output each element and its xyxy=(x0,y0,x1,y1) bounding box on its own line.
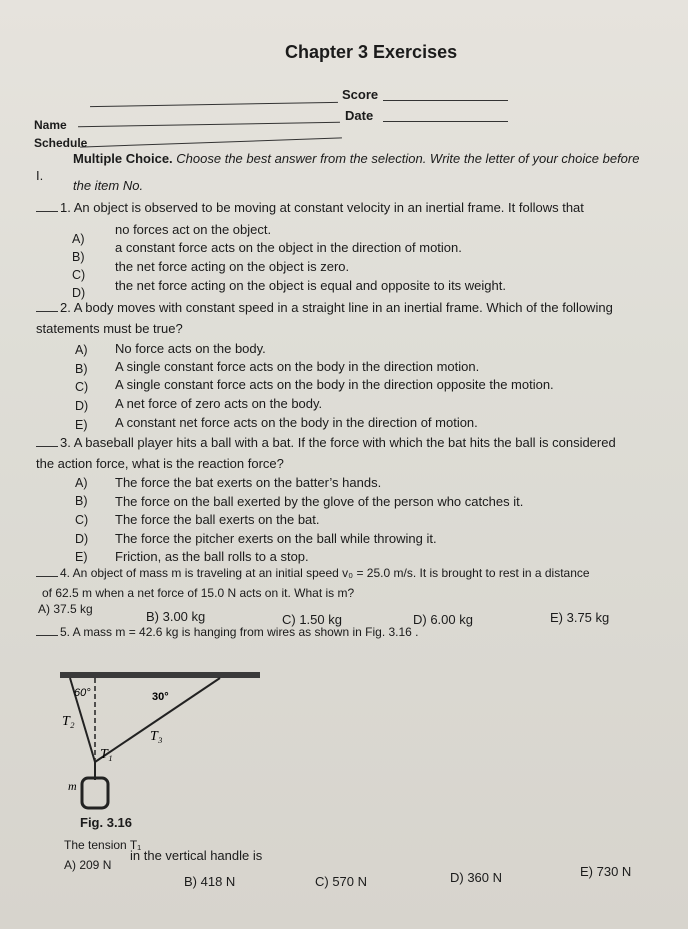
q5-option-a: A) 209 N xyxy=(64,858,112,872)
option-a: A) 37.5 kg xyxy=(38,602,93,616)
ceiling-beam xyxy=(60,672,260,678)
q5-option-b: B) 418 N xyxy=(184,874,236,889)
t2-label: T₂ xyxy=(62,714,75,729)
answer-blank-2[interactable] xyxy=(36,311,58,312)
option-text: No force acts on the body. xyxy=(115,341,266,356)
option-letter: D) xyxy=(75,399,89,413)
figure-3-16 xyxy=(40,650,270,840)
option-text: A constant net force acts on the body in the direction of motion. xyxy=(115,415,478,430)
schedule-field[interactable] xyxy=(80,137,342,147)
mass-block xyxy=(82,778,108,808)
option-letter: C) xyxy=(72,268,86,282)
answer-blank-1[interactable] xyxy=(36,211,58,212)
option-e: E) 3.75 kg xyxy=(550,610,610,625)
question-4-cont: of 62.5 m when a net force of 15.0 N acts on it. What is m? xyxy=(42,586,355,600)
option-letter: E) xyxy=(75,418,88,432)
instruction-line-1 xyxy=(73,151,639,166)
option-text: A single constant force acts on the body in the direction opposite the motion. xyxy=(115,377,554,392)
option-letter: E) xyxy=(75,550,88,564)
date-field[interactable] xyxy=(383,121,508,122)
option-text: The force on the ball exerted by the glove of the person who catches it. xyxy=(115,494,524,509)
option-letter: C) xyxy=(75,380,89,394)
question-4: 4. An object of mass m is traveling at an initial speed v₀ = 25.0 m/s. It is brought to rest in a distance xyxy=(36,565,590,580)
question-2-cont: statements must be true? xyxy=(36,321,183,336)
answer-blank-3[interactable] xyxy=(36,446,58,447)
q5-option-c: C) 570 N xyxy=(315,874,368,889)
question-3: 3. A baseball player hits a ball with a bat. If the force with which the bat hits the ball is considered xyxy=(36,435,616,450)
page-title: Chapter 3 Exercises xyxy=(285,42,458,62)
option-letter: D) xyxy=(72,286,86,300)
option-letter: B) xyxy=(75,362,88,376)
option-letter: A) xyxy=(75,343,88,357)
name-label: Name xyxy=(34,118,67,132)
option-letter: D) xyxy=(75,532,89,546)
option-letter: B) xyxy=(72,250,85,264)
option-text: the net force acting on the object is zero. xyxy=(115,259,350,274)
question-5-sub-1: The tension T₁ xyxy=(64,838,142,852)
option-letter: B) xyxy=(75,494,88,508)
schedule-label: Schedule xyxy=(34,136,88,150)
option-c: C) 1.50 kg xyxy=(282,612,342,627)
question-2: 2. A body moves with constant speed in a straight line in an inertial frame. Which of the following xyxy=(36,300,613,315)
option-letter: A) xyxy=(72,232,85,246)
question-5-sub-2: in the vertical handle is xyxy=(130,848,263,863)
q5-option-d: D) 360 N xyxy=(450,870,503,885)
option-letter: A) xyxy=(75,476,88,490)
name-field-line-top xyxy=(90,102,338,107)
option-text: The force the bat exerts on the batter’s hands. xyxy=(115,475,382,490)
instruction-line-2: the item No. xyxy=(73,178,144,193)
score-label: Score xyxy=(342,87,379,102)
mass-label: m xyxy=(68,779,77,793)
q5-option-e: E) 730 N xyxy=(580,864,632,879)
figure-caption: Fig. 3.16 xyxy=(80,815,133,830)
answer-blank-4[interactable] xyxy=(36,576,58,577)
answer-blank-5[interactable] xyxy=(36,635,58,636)
option-text: A single constant force acts on the body in the direction motion. xyxy=(115,359,480,374)
t1-label: T₁ xyxy=(100,747,113,762)
option-letter: C) xyxy=(75,513,89,527)
score-field[interactable] xyxy=(383,100,508,101)
option-text: The force the pitcher exerts on the ball while throwing it. xyxy=(115,531,437,546)
option-text: A net force of zero acts on the body. xyxy=(115,396,323,411)
question-3-cont: the action force, what is the reaction force? xyxy=(36,456,284,471)
option-text: The force the ball exerts on the bat. xyxy=(115,512,320,527)
date-label: Date xyxy=(345,108,374,123)
angle-left-label: 60° xyxy=(74,687,91,699)
wire-diagram xyxy=(40,650,270,840)
instruction-heading: Multiple Choice. xyxy=(73,151,173,166)
option-text: no forces act on the object. xyxy=(115,222,272,237)
option-text: the net force acting on the object is equal and opposite to its weight. xyxy=(115,278,506,293)
option-d: D) 6.00 kg xyxy=(413,612,473,627)
section-number: I. xyxy=(36,168,44,183)
option-text: Friction, as the ball rolls to a stop. xyxy=(115,549,309,564)
question-5: 5. A mass m = 42.6 kg is hanging from wires as shown in Fig. 3.16 . xyxy=(36,624,419,639)
name-field[interactable] xyxy=(78,122,340,128)
instruction-text: Choose the best answer from the selection. Write the letter of your choice before xyxy=(176,151,640,166)
question-1: 1. An object is observed to be moving at constant velocity in an inertial frame. It follows that xyxy=(36,200,584,215)
angle-right-label: 30° xyxy=(152,691,169,703)
option-text: a constant force acts on the object in the direction of motion. xyxy=(115,240,462,255)
option-b: B) 3.00 kg xyxy=(146,609,206,624)
t3-label: T₃ xyxy=(150,729,163,744)
